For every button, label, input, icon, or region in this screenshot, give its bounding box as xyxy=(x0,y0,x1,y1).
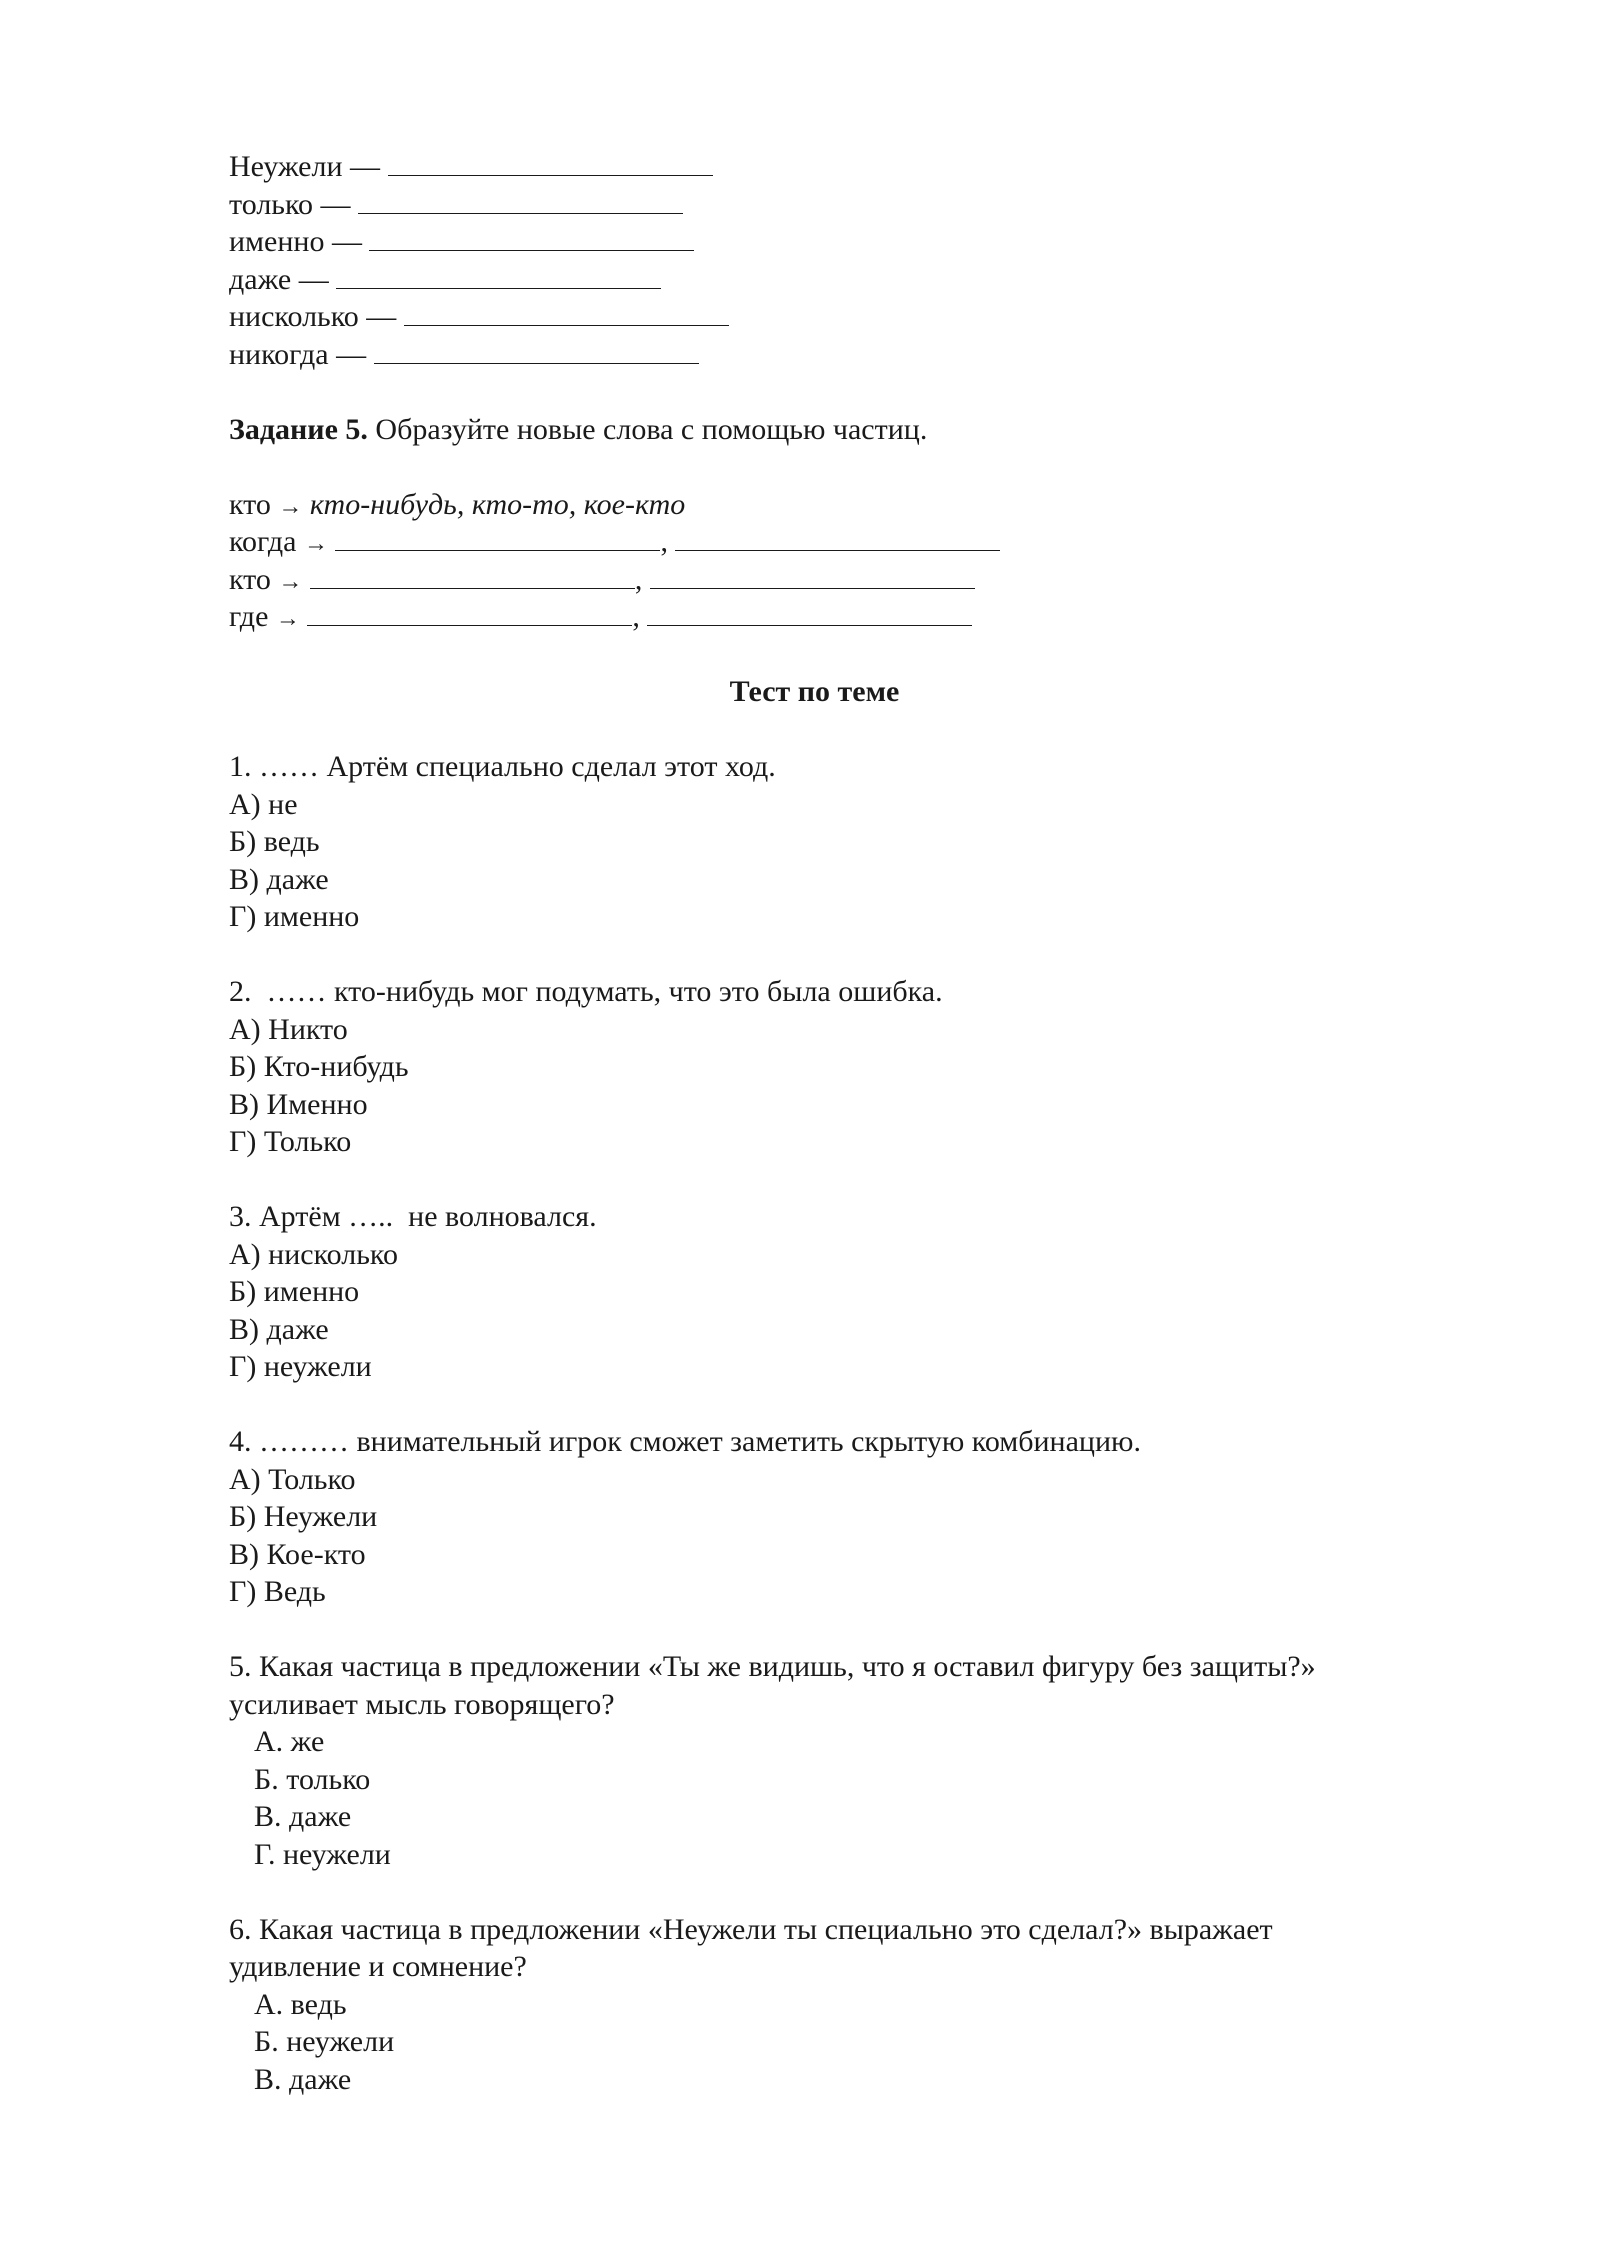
list-item: никогда — xyxy=(229,336,1440,374)
question-text: 6. Какая частица в предложении «Неужели ты специально это сделал?» выражает xyxy=(229,1912,1273,1946)
arrow-icon: → xyxy=(278,568,303,595)
answer-option[interactable]: Г) неужели xyxy=(229,1350,372,1383)
answer-blank[interactable] xyxy=(374,337,699,364)
answer-option[interactable]: А) нисколько xyxy=(229,1237,398,1271)
task5-row: где → , xyxy=(229,598,1440,636)
answer-blank[interactable] xyxy=(358,187,683,214)
answer-blank[interactable] xyxy=(307,599,632,626)
question-3 xyxy=(229,1198,1440,1386)
answer-option[interactable]: Б) Кто-нибудь xyxy=(229,1050,409,1083)
answer-blank[interactable] xyxy=(675,524,1000,551)
arrow-icon: → xyxy=(303,531,328,557)
answer-option[interactable]: В) Кое-кто xyxy=(229,1537,366,1571)
answer-option[interactable]: Б) Неужели xyxy=(229,1500,378,1533)
list-item: нисколько — xyxy=(229,298,1440,336)
answer-blank[interactable] xyxy=(369,224,694,251)
task5-instruction: Образуйте новые слова с помощью частиц. xyxy=(375,412,928,446)
answer-option[interactable]: В. даже xyxy=(254,2062,352,2096)
particle-list xyxy=(229,148,1440,373)
answer-option[interactable]: Б. только xyxy=(254,1762,371,1796)
list-item: именно — xyxy=(229,223,1440,261)
answer-option[interactable]: Б) ведь xyxy=(229,825,320,858)
question-4 xyxy=(229,1423,1440,1611)
answer-option[interactable]: А) Никто xyxy=(229,1012,348,1046)
task5-example-answer: кто-нибудь, кто-то, кое-кто xyxy=(309,487,686,521)
answer-option[interactable]: Г) именно xyxy=(229,900,360,933)
question-text: 1. …… Артём специально сделал этот ход. xyxy=(229,750,776,783)
answer-blank[interactable] xyxy=(335,524,660,551)
question-6 xyxy=(229,1911,1440,2099)
answer-option[interactable]: В) даже xyxy=(229,862,329,896)
answer-option[interactable]: Б) именно xyxy=(229,1275,360,1308)
question-text: 2. …… кто-нибудь мог подумать, что это была ошибка. xyxy=(229,975,943,1008)
answer-option[interactable]: А) не xyxy=(229,787,298,821)
question-text: усиливает мысль говорящего? xyxy=(229,1687,615,1721)
task5-example: кто → кто-нибудь, кто-то, кое-кто xyxy=(229,487,686,521)
answer-option[interactable]: Г) Ведь xyxy=(229,1575,326,1608)
answer-option[interactable]: В. даже xyxy=(254,1800,352,1833)
list-item: даже — xyxy=(229,261,1440,299)
task5-row: когда → , xyxy=(229,523,1440,561)
answer-option[interactable]: В) даже xyxy=(229,1312,329,1346)
question-2 xyxy=(229,973,1440,1161)
question-text: удивление и сомнение? xyxy=(229,1950,527,1983)
question-text: 4. ……… внимательный игрок сможет заметить скрытую комбинацию. xyxy=(229,1425,1141,1458)
question-5 xyxy=(229,1648,1440,1873)
answer-blank[interactable] xyxy=(650,562,975,589)
answer-option[interactable]: А) Только xyxy=(229,1462,356,1496)
list-item: Неужели — xyxy=(229,148,1440,186)
answer-blank[interactable] xyxy=(647,599,972,626)
question-1 xyxy=(229,748,1440,936)
answer-option[interactable]: А. ведь xyxy=(254,1987,347,2021)
task5-row: кто → , xyxy=(229,561,1440,599)
answer-option[interactable]: Г) Только xyxy=(229,1125,352,1158)
list-item: только — xyxy=(229,186,1440,224)
answer-option[interactable]: Г. неужели xyxy=(254,1837,391,1871)
answer-option[interactable]: А. же xyxy=(254,1725,325,1758)
task5-heading xyxy=(229,411,1440,449)
question-text: 3. Артём ….. не волновался. xyxy=(229,1200,597,1233)
answer-option[interactable]: Б. неужели xyxy=(254,2025,395,2058)
arrow-icon: → xyxy=(278,493,303,520)
answer-option[interactable]: В) Именно xyxy=(229,1087,368,1121)
question-text: 5. Какая частица в предложении «Ты же видишь, что я оставил фигуру без защиты?» xyxy=(229,1650,1316,1683)
task5-label: Задание 5. xyxy=(229,412,368,446)
answer-blank[interactable] xyxy=(404,299,729,326)
arrow-icon: → xyxy=(275,606,300,632)
answer-blank[interactable] xyxy=(336,262,661,289)
answer-blank[interactable] xyxy=(310,562,635,589)
answer-blank[interactable] xyxy=(388,149,713,176)
test-title: Тест по теме xyxy=(729,675,900,708)
